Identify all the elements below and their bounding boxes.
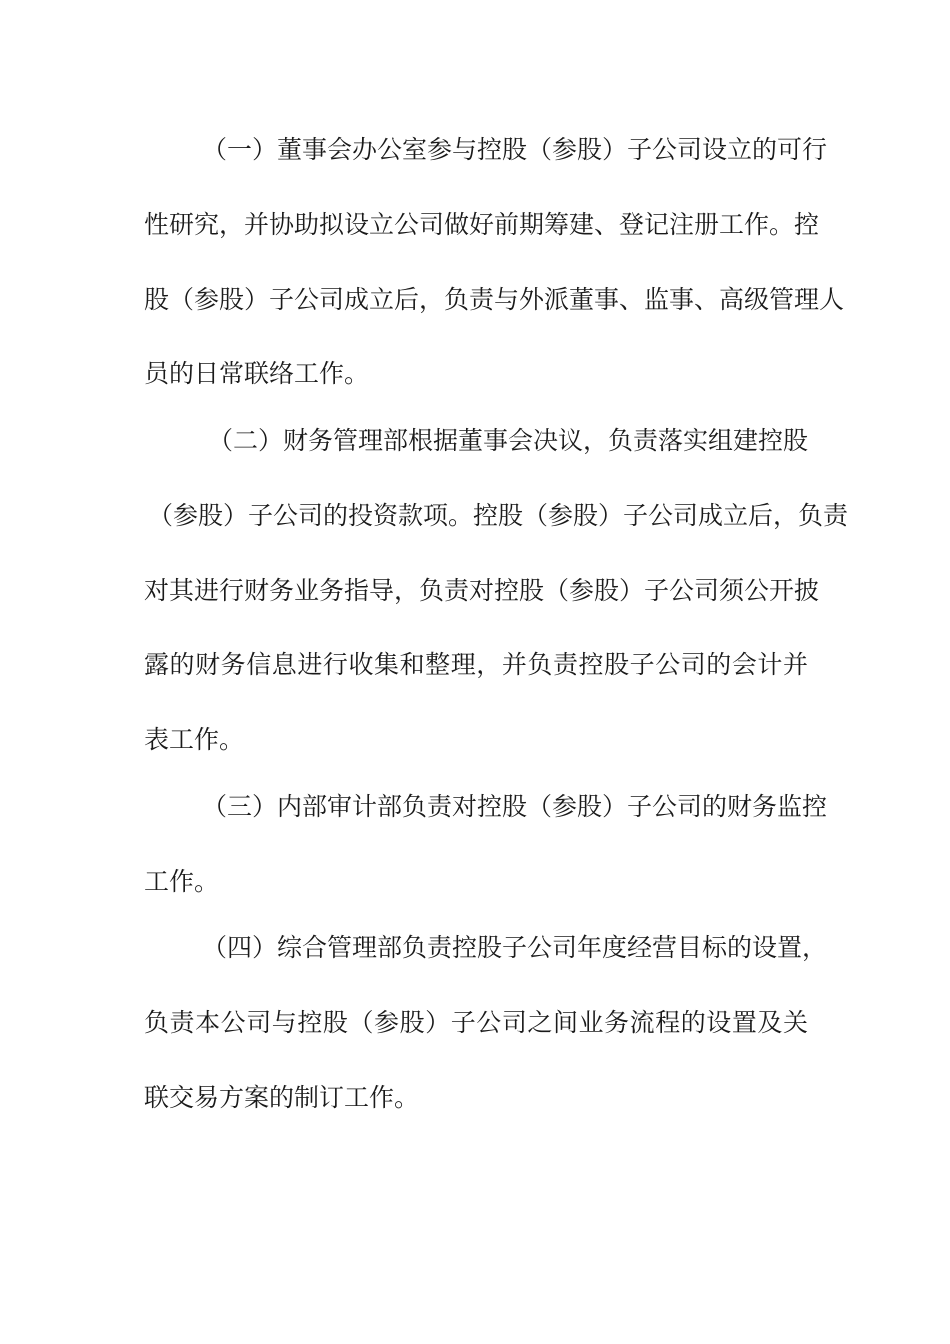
- paragraph-2-line-5: 表工作。: [144, 725, 245, 754]
- paragraph-1-line-2: 性研究，并协助拟设立公司做好前期筹建、登记注册工作。控: [144, 210, 820, 239]
- paragraph-2-line-1: （二）财务管理部根据董事会决议，负责落实组建控股: [208, 426, 809, 455]
- paragraph-4-line-2: 负责本公司与控股（参股）子公司之间业务流程的设置及关: [144, 1008, 808, 1037]
- paragraph-2-line-3: 对其进行财务业务指导，负责对控股（参股）子公司须公开披: [144, 576, 820, 605]
- paragraph-3-line-2: 工作。: [144, 867, 220, 896]
- paragraph-1-line-4: 员的日常联络工作。: [144, 359, 370, 388]
- paragraph-2-line-2: （参股）子公司的投资款项。控股（参股）子公司成立后，负责: [148, 501, 849, 530]
- paragraph-4-line-3: 联交易方案的制订工作。: [144, 1083, 420, 1112]
- paragraph-1-line-1: （一）董事会办公室参与控股（参股）子公司设立的可行: [202, 135, 828, 164]
- paragraph-3-line-1: （三）内部审计部负责对控股（参股）子公司的财务监控: [202, 792, 828, 821]
- paragraph-2-line-4: 露的财务信息进行收集和整理，并负责控股子公司的会计并: [144, 650, 808, 679]
- paragraph-4-line-1: （四）综合管理部负责控股子公司年度经营目标的设置，: [202, 933, 828, 962]
- paragraph-1-line-3: 股（参股）子公司成立后，负责与外派董事、监事、高级管理人: [144, 285, 845, 314]
